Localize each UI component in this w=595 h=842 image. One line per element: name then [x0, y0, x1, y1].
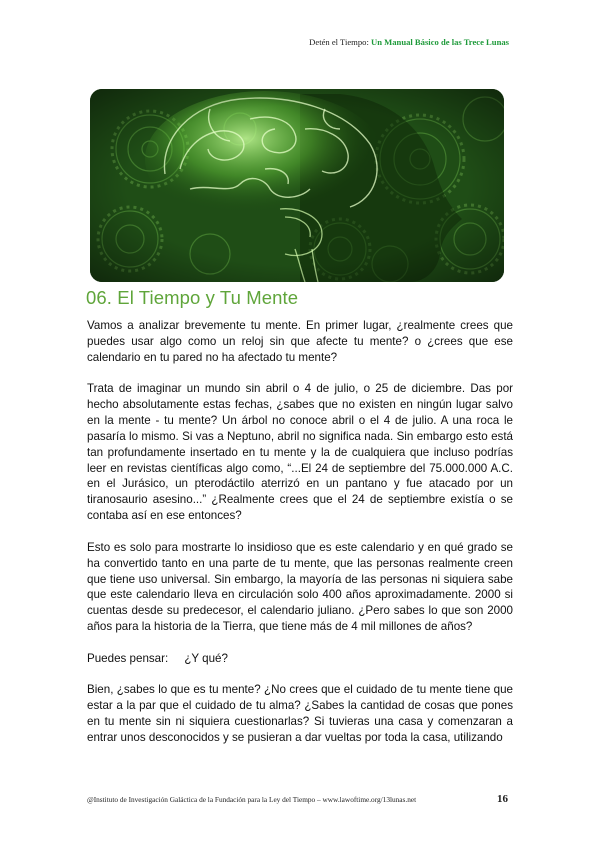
paragraph: Vamos a analizar brevemente tu mente. En primer lugar, ¿realmente crees que puedes usar algo como un reloj sin que afecte tu mente? o ¿crees que ese calendario en tu pared no ha afectado tu mente?	[87, 319, 513, 364]
header-prefix: Detén el Tiempo:	[309, 37, 371, 47]
hero-image	[90, 89, 504, 282]
paragraph: Esto es solo para mostrarte lo insidioso que es este calendario y en qué grado se ha convertido tanto en una parte de tu mente, que las personas realmente creen que tiene uso universal. Sin embargo, la mayoría de las personas ni siquiera sabe que este calendario lleva en circulación solo 400 años aproximadamente. 2000 si cuentas desde su predecesor, el calendario juliano. ¿Pero sabes lo que son 2000 años para la historia de la Tierra, que tiene más de 4 mil millones de años?	[87, 540, 513, 634]
paragraph: Bien, ¿sabes lo que es tu mente? ¿No crees que el cuidado de tu mente tiene que estar a la par que el cuidado de tu alma? ¿Sabes la cantidad de cosas que pones en tu mente sin ni siquiera cuestionarlas? Si tuvieras una casa y comenzaran a entrar unos desconocidos y se pusieran a dar vueltas por toda la casa, utilizando	[87, 683, 513, 744]
header-book-title: Un Manual Básico de las Trece Lunas	[371, 37, 509, 47]
page-number: 16	[497, 793, 508, 805]
paragraph: Trata de imaginar un mundo sin abril o 4 de julio, o 25 de diciembre. Das por hecho absolutamente estas fechas, ¿sabes que no existen en ningún lugar salvo en la mente - tu mente? Un árbol no conoce abril o el 4 de julio. A una roca le pasaría lo mismo. Si vas a Neptuno, abril no significa nada. Sin embargo esto está tan profundamente insertado en tu mente y la de cualquiera que incluso podrías leer en revistas científicas algo como, “...El 24 de septiembre del 75.000.000 A.C. en el Jurásico, un pterodáctilo aterrizó en un pantano y fue atacado por un tiranosaurio asesino...” ¿Realmente crees que el 24 de septiembre existía o se contaba así en ese entonces?	[87, 382, 513, 523]
body-text	[87, 318, 513, 762]
section-title: 06. El Tiempo y Tu Mente	[86, 287, 299, 308]
footer-credit: @Instituto de Investigación Galáctica de la Fundación para la Ley del Tiempo – www.lawoftime.org/13lunas.net	[87, 795, 417, 804]
running-header	[309, 37, 509, 47]
brain-gears-illustration	[90, 89, 504, 282]
paragraph: Puedes pensar: ¿Y qué?	[87, 651, 228, 665]
